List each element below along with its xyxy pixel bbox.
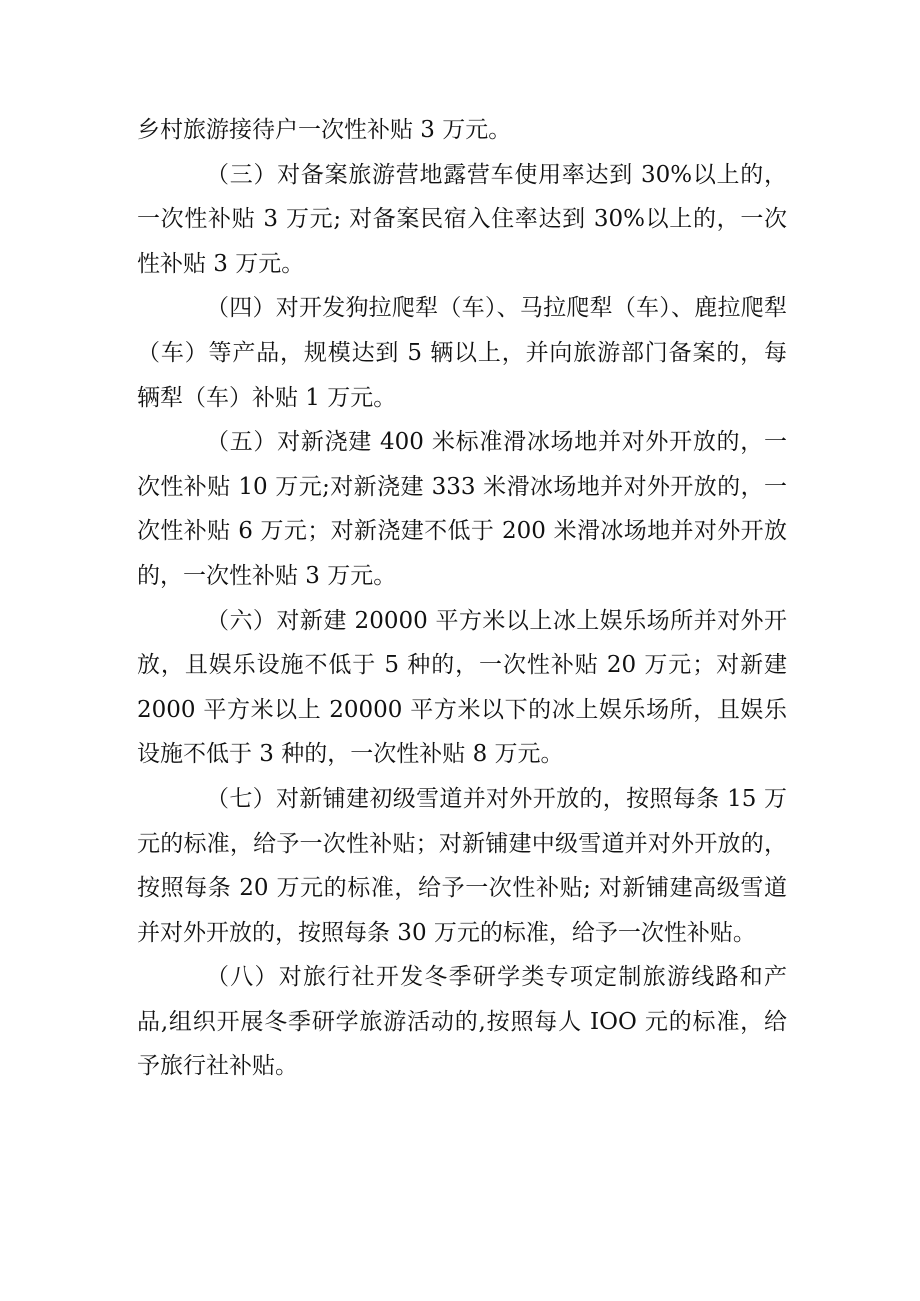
- paragraph-item-7: （七）对新铺建初级雪道并对外开放的，按照每条 15 万元的标准，给予一次性补贴；对新铺建中级雪道并对外开放的，按照每条 20 万元的标准，给予一次性补贴; 对新铺建高级雪道并对外开放的，按照每条 30 万元的标准，给予一次性补贴。: [137, 785, 787, 946]
- paragraph-item-5: （五）对新浇建 400 米标准滑冰场地并对外开放的，一次性补贴 10 万元;对新浇建 333 米滑冰场地并对外开放的，一次性补贴 6 万元；对新浇建不低于 200 米滑冰场地并对外开放的，一次性补贴 3 万元。: [137, 429, 787, 589]
- paragraph-item-3: （三）对备案旅游营地露营车使用率达到 30%以上的，一次性补贴 3 万元; 对备案民宿入住率达到 30%以上的，一次性补贴 3 万元。: [137, 161, 787, 277]
- paragraph-item-8: （八）对旅行社开发冬季研学类专项定制旅游线路和产品,组织开展冬季研学旅游活动的,按照每人 IOO 元的标准，给予旅行社补贴。: [137, 964, 787, 1080]
- document-body: [137, 108, 787, 1089]
- paragraph-item-4: （四）对开发狗拉爬犁（车）、马拉爬犁（车）、鹿拉爬犁（车）等产品，规模达到 5 辆以上，并向旅游部门备案的，每辆犁（车）补贴 1 万元。: [137, 295, 787, 411]
- paragraph-item-6: （六）对新建 20000 平方米以上冰上娱乐场所并对外开放，且娱乐设施不低于 5 种的，一次性补贴 20 万元；对新建 2000 平方米以上 20000 平方米以下的冰上娱乐场所，且娱乐设施不低于 3 种的，一次性补贴 8 万元。: [137, 607, 787, 768]
- paragraph-continuation: 乡村旅游接待户一次性补贴 3 万元。: [137, 117, 512, 143]
